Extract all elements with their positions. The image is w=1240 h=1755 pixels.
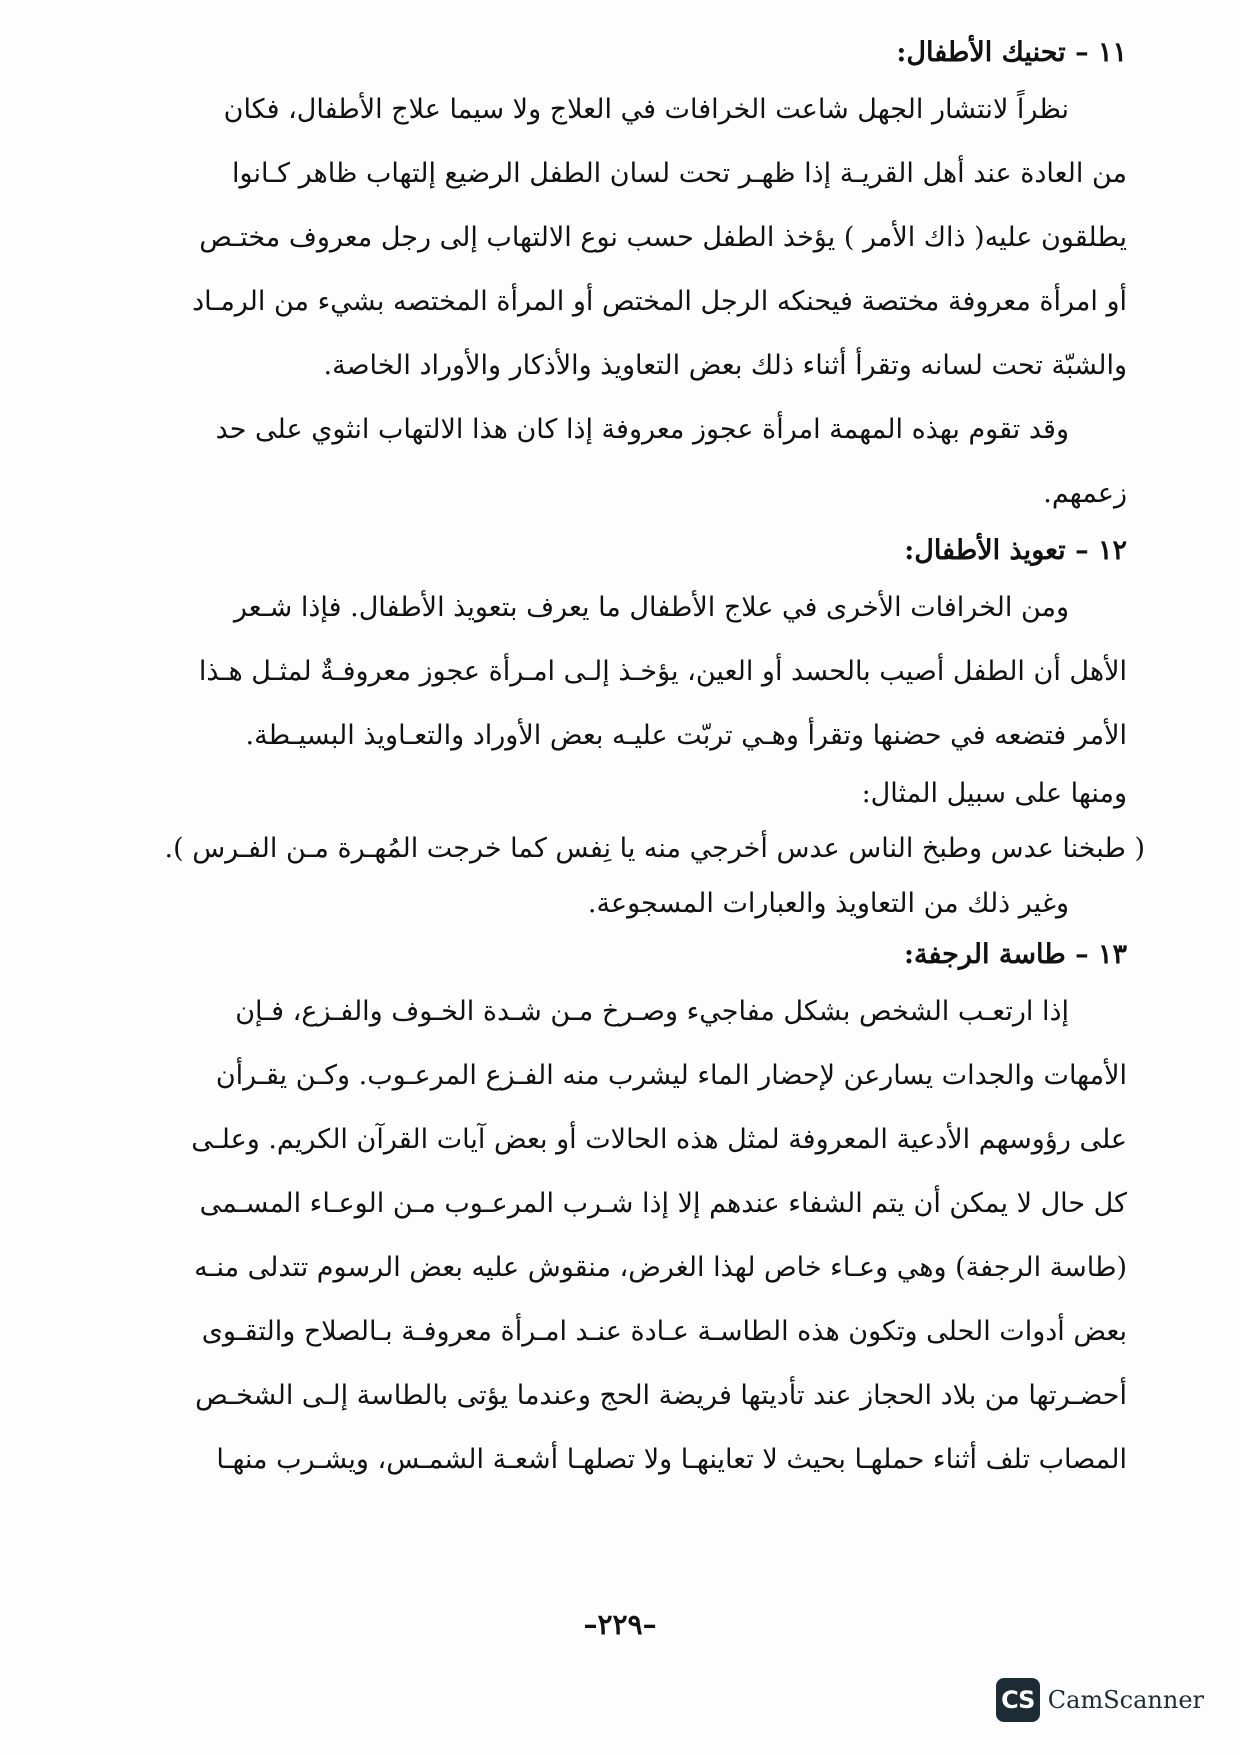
section-11-heading: ١١ – تحنيك الأطفال: [896, 37, 1127, 68]
section-11-line: أو امرأة معروفة مختصة فيحنكه الرجل المختص أو المرأة المختصه بشيء من الرمـاد [192, 286, 1127, 317]
section-12-line: الأهل أن الطفل أصيب بالحسد أو العين، يؤخـذ إلـى امـرأة عجوز معروفـةٌ لمثـل هـذا [198, 656, 1127, 687]
section-11-line: زعمهم. [1043, 478, 1127, 509]
page-number: –٢٢٩– [583, 1608, 657, 1641]
section-11-line: من العادة عند أهل القريـة إذا ظهـر تحت لسان الطفل الرضيع إلتهاب ظاهر كـانوا [232, 158, 1127, 189]
section-11-line: والشبّة تحت لسانه وتقرأ أثناء ذلك بعض التعاويذ والأذكار والأوراد الخاصة. [323, 350, 1127, 381]
section-13-heading: ١٣ – طاسة الرجفة: [904, 939, 1127, 970]
camscanner-brand-text: CamScanner [1047, 1686, 1204, 1714]
section-13-line: (طاسة الرجفة) وهي وعـاء خاص لهذا الغرض، منقوش عليه بعض الرسوم تتدلى منـه [194, 1252, 1127, 1283]
section-13-line: كل حال لا يمكن أن يتم الشفاء عندهم إلا إذا شـرب المرعـوب مـن الوعـاء المسـمى [199, 1188, 1127, 1219]
section-11-line: نظراً لانتشار الجهل شاعت الخرافات في العلاج ولا سيما علاج الأطفال، فكان [223, 94, 1069, 125]
section-13-line: إذا ارتعـب الشخص بشكل مفاجيء وصـرخ مـن شـدة الخـوف والفـزع، فـإن [235, 996, 1069, 1027]
camscanner-watermark [996, 1674, 1204, 1726]
section-13-line: أحضـرتها من بلاد الحجاز عند تأديتها فريضة الحج وعندما يؤتى بالطاسة إلـى الشخـص [195, 1380, 1127, 1411]
section-11-line: وقد تقوم بهذه المهمة امرأة عجوز معروفة إذا كان هذا الالتهاب انثوي على حد [215, 414, 1069, 445]
section-12-line: وغير ذلك من التعاويذ والعبارات المسجوعة. [587, 888, 1069, 919]
camscanner-logo-icon: CS [996, 1678, 1040, 1722]
section-13-line: المصاب تلف أثناء حملهـا بحيث لا تعاينهـا ولا تصلهـا أشعـة الشمـس، ويشـرب منهـا [216, 1444, 1127, 1475]
section-12-line: ومنها على سبيل المثال: [861, 778, 1127, 809]
section-12-quote: ( طبخنا عدس وطبخ الناس عدس أخرجي منه يا نِفس كما خرجت المُهـرة مـن الفـرس ). [164, 833, 1145, 864]
section-12-heading: ١٢ – تعويذ الأطفال: [904, 535, 1127, 566]
section-13-line: بعض أدوات الحلى وتكون هذه الطاسـة عـادة عنـد امـرأة معروفـة بـالصلاح والتقـوى [201, 1316, 1127, 1347]
text-column [122, 28, 1145, 1492]
section-13-line: على رؤوسهم الأدعية المعروفة لمثل هذه الحالات أو بعض آيات القرآن الكريم. وعلـى [191, 1124, 1127, 1155]
section-11-line: يطلقون عليه( ذاك الأمر ) يؤخذ الطفل حسب نوع الالتهاب إلى رجل معروف مختـص [199, 222, 1127, 253]
section-12-line: ومن الخرافات الأخرى في علاج الأطفال ما يعرف بتعويذ الأطفال. فإذا شـعر [233, 592, 1069, 623]
section-12-line: الأمر فتضعه في حضنها وتقرأ وهـي تربّت عليـه بعض الأوراد والتعـاويذ البسيـطة. [245, 720, 1127, 751]
section-13-line: الأمهات والجدات يسارعن لإحضار الماء ليشرب منه الفـزع المرعـوب. وكـن يقـرأن [215, 1060, 1127, 1091]
